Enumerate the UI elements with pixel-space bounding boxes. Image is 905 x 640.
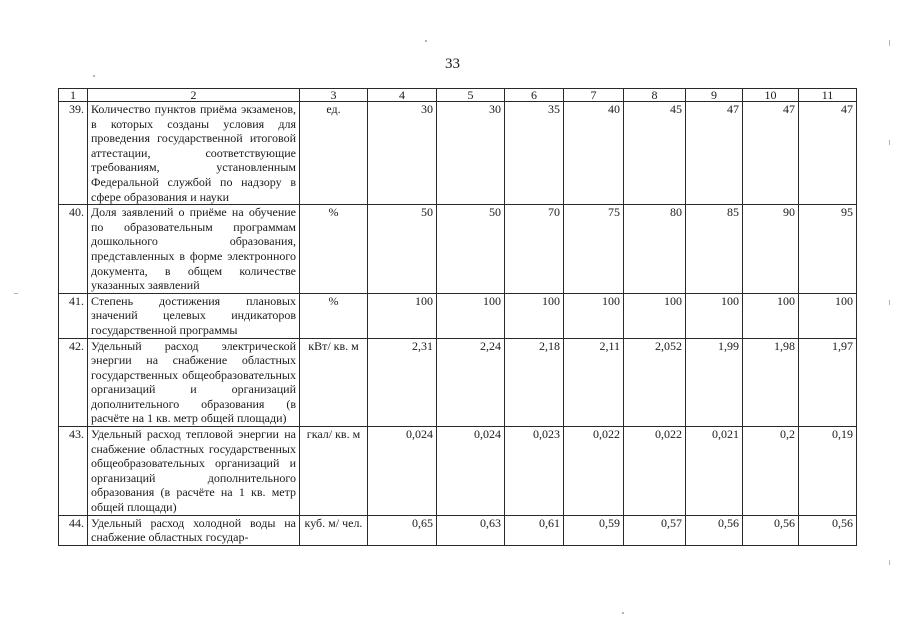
value-cell: 100 [437,293,505,338]
value-cell: 1,98 [743,338,799,427]
column-header: 11 [799,89,857,102]
value-cell: 50 [368,205,437,294]
table-row [59,338,857,427]
value-cell: 47 [743,102,799,205]
value-cell: 0,56 [799,515,857,545]
indicator-description: Количество пунктов приёма экзаменов, в которых созданы условия для проведения государственной итоговой аттестации, соответствующие требованиям, установленным Федеральной службой по надзору в сфере образования и науки [88,102,300,205]
scan-speck [93,75,95,77]
value-cell: 2,31 [368,338,437,427]
column-header: 7 [564,89,624,102]
scan-speck [889,300,890,305]
value-cell: 0,19 [799,427,857,516]
column-header: 6 [505,89,564,102]
value-cell: 47 [686,102,743,205]
value-cell: 100 [743,293,799,338]
value-cell: 0,024 [437,427,505,516]
row-number: 43. [59,427,88,516]
scan-speck [889,40,890,46]
value-cell: 0,65 [368,515,437,545]
value-cell: 95 [799,205,857,294]
value-cell: 100 [624,293,686,338]
value-cell: 45 [624,102,686,205]
value-cell: 0,021 [686,427,743,516]
indicator-description: Доля заявлений о приёме на обучение по образовательным программам дошкольного образования, представленных в форме электронного документа, в общем количестве указанных заявлений [88,205,300,294]
value-cell: 100 [564,293,624,338]
column-header: 10 [743,89,799,102]
table-header-row [59,89,857,102]
value-cell: 0,61 [505,515,564,545]
value-cell: 0,63 [437,515,505,545]
unit: % [300,205,368,294]
value-cell: 1,97 [799,338,857,427]
value-cell: 100 [505,293,564,338]
indicator-description: Удельный расход электрической энергии на снабжение областных государственных общеобразовательных организаций и организаций дополнительного образования (в расчёте на 1 кв. метр общей площади) [88,338,300,427]
table-row [59,427,857,516]
table-row [59,515,857,545]
unit: гкал/ кв. м [300,427,368,516]
unit: ед. [300,102,368,205]
scan-speck [889,140,890,145]
row-number: 40. [59,205,88,294]
value-cell: 75 [564,205,624,294]
value-cell: 35 [505,102,564,205]
column-header: 1 [59,89,88,102]
scan-speck [889,560,890,565]
value-cell: 0,56 [743,515,799,545]
value-cell: 70 [505,205,564,294]
row-number: 41. [59,293,88,338]
value-cell: 0,022 [624,427,686,516]
value-cell: 0,2 [743,427,799,516]
indicator-table [58,88,857,546]
indicator-description: Степень достижения плановых значений целевых индикаторов государственной программы [88,293,300,338]
column-header: 2 [88,89,300,102]
value-cell: 0,022 [564,427,624,516]
column-header: 9 [686,89,743,102]
value-cell: 100 [686,293,743,338]
column-header: 4 [368,89,437,102]
value-cell: 30 [437,102,505,205]
value-cell: 100 [799,293,857,338]
unit: куб. м/ чел. [300,515,368,545]
page-number: 33 [445,56,460,72]
row-number: 44. [59,515,88,545]
column-header: 3 [300,89,368,102]
value-cell: 1,99 [686,338,743,427]
value-cell: 2,052 [624,338,686,427]
scan-speck [14,293,18,294]
value-cell: 0,023 [505,427,564,516]
unit: % [300,293,368,338]
table-row [59,102,857,205]
value-cell: 2,24 [437,338,505,427]
value-cell: 80 [624,205,686,294]
value-cell: 30 [368,102,437,205]
row-number: 39. [59,102,88,205]
value-cell: 0,57 [624,515,686,545]
row-number: 42. [59,338,88,427]
value-cell: 0,59 [564,515,624,545]
value-cell: 0,56 [686,515,743,545]
value-cell: 47 [799,102,857,205]
scan-speck [622,612,624,614]
value-cell: 90 [743,205,799,294]
table-row [59,205,857,294]
unit: кВт/ кв. м [300,338,368,427]
column-header: 5 [437,89,505,102]
value-cell: 2,18 [505,338,564,427]
scan-speck [425,40,427,42]
column-header: 8 [624,89,686,102]
value-cell: 100 [368,293,437,338]
value-cell: 85 [686,205,743,294]
indicator-description: Удельный расход тепловой энергии на снабжение областных государственных общеобразовательных организаций и организаций дополнительного образования (в расчёте на 1 кв. метр общей площади) [88,427,300,516]
value-cell: 0,024 [368,427,437,516]
value-cell: 2,11 [564,338,624,427]
indicator-description: Удельный расход холодной воды на снабжение областных государ- [88,515,300,545]
value-cell: 40 [564,102,624,205]
table-row [59,293,857,338]
value-cell: 50 [437,205,505,294]
